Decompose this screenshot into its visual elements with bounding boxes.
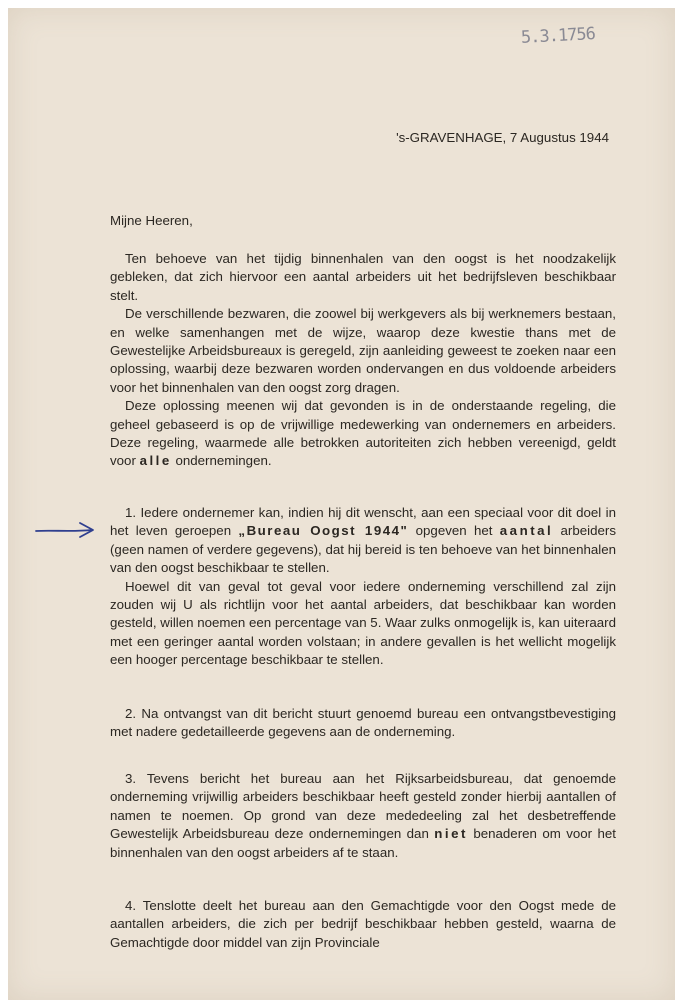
item-3	[110, 770, 616, 862]
handwritten-arrow-icon	[34, 520, 98, 540]
salutation: Mijne Heeren,	[110, 213, 193, 228]
intro-paragraph-2: De verschillende bezwaren, die zoowel bij werkgevers als bij werknemers bestaan, en welke samenhangen met de wijze, waarop deze kwestie thans met de Gewestelijke Arbeidsbureaux is geregeld, zijn aanleiding geweest te zoeken naar een oplossing, waarbij deze bezwaren worden ondervangen en dus voldoende arbeiders voor het binnenhalen van den oogst zorg dragen.	[110, 306, 616, 395]
emphasis-niet: niet	[434, 826, 468, 842]
emphasis-alle: alle	[139, 453, 172, 469]
intro-paragraph-1: Ten behoeve van het tijdig binnenhalen van den oogst is het noodzakelijk gebleken, dat zich hiervoor een aantal arbeiders uit het bedrijfsleven beschikbaar stelt.	[110, 251, 616, 303]
dateline: 's-GRAVENHAGE, 7 Augustus 1944	[396, 130, 609, 145]
intro-paragraph-3: Deze oplossing meenen wij dat gevonden is in de onderstaande regeling, die geheel gebaseerd is op de vrijwillige medewerking van ondernemers en arbeiders. Deze regeling, waarmede alle betrokken autoriteiten zich hebben vereenigd, geldt voor alle ondernemingen.	[110, 398, 616, 469]
emphasis-aantal: aantal	[499, 523, 554, 539]
archive-reference: 5.3.1756	[520, 24, 596, 48]
item-1-paragraph-1: 1. Iedere ondernemer kan, indien hij dit wenscht, aan een speciaal voor dit doel in het leven geroepen „Bureau Oogst 1944" opgeven het aantal arbeiders (geen namen of verdere gegevens), dat hij bereid is ten behoeve van het binnenhalen van den oogst beschikbaar te stellen.	[110, 505, 616, 576]
letter-body	[8, 8, 675, 1000]
item-2	[110, 705, 616, 742]
letter-page	[8, 8, 675, 1000]
item-1-paragraph-2: Hoewel dit van geval tot geval voor iedere onderneming verschillend zal zijn zouden wij U als richtlijn voor het aantal arbeiders, dat beschikbaar kan worden gesteld, willen noemen een percentage van 5. Waar zulks onmogelijk is, kan uiteraard met een geringer aantal worden volstaan; in andere gevallen is het wellicht mogelijk een hooger percentage beschikbaar te stellen.	[110, 578, 616, 668]
item-4	[110, 897, 616, 952]
bureau-name: „Bureau Oogst 1944"	[238, 523, 409, 539]
intro-section	[110, 250, 616, 471]
item-2-paragraph: 2. Na ontvangst van dit bericht stuurt genoemd bureau een ontvangstbevestiging met nadere gedetailleerde gegevens aan de onderneming.	[110, 706, 616, 740]
item-3-paragraph: 3. Tevens bericht het bureau aan het Rijksarbeidsbureau, dat genoemde onderneming vrijwillig arbeiders beschikbaar heeft gesteld zonder hierbij aantallen of namen te noemen. Op grond van deze mededeeling zal het desbetreffende Gewestelijk Arbeidsbureau deze ondernemingen dan niet benaderen om voor het binnenhalen van den oogst arbeiders af te staan.	[110, 771, 616, 860]
item-1	[110, 504, 616, 670]
item-4-paragraph: 4. Tenslotte deelt het bureau aan den Gemachtigde voor den Oogst mede de aantallen arbeiders, die zich per bedrijf beschikbaar hebben gesteld, waarna de Gemachtigde door middel van zijn Provinciale	[110, 898, 616, 950]
